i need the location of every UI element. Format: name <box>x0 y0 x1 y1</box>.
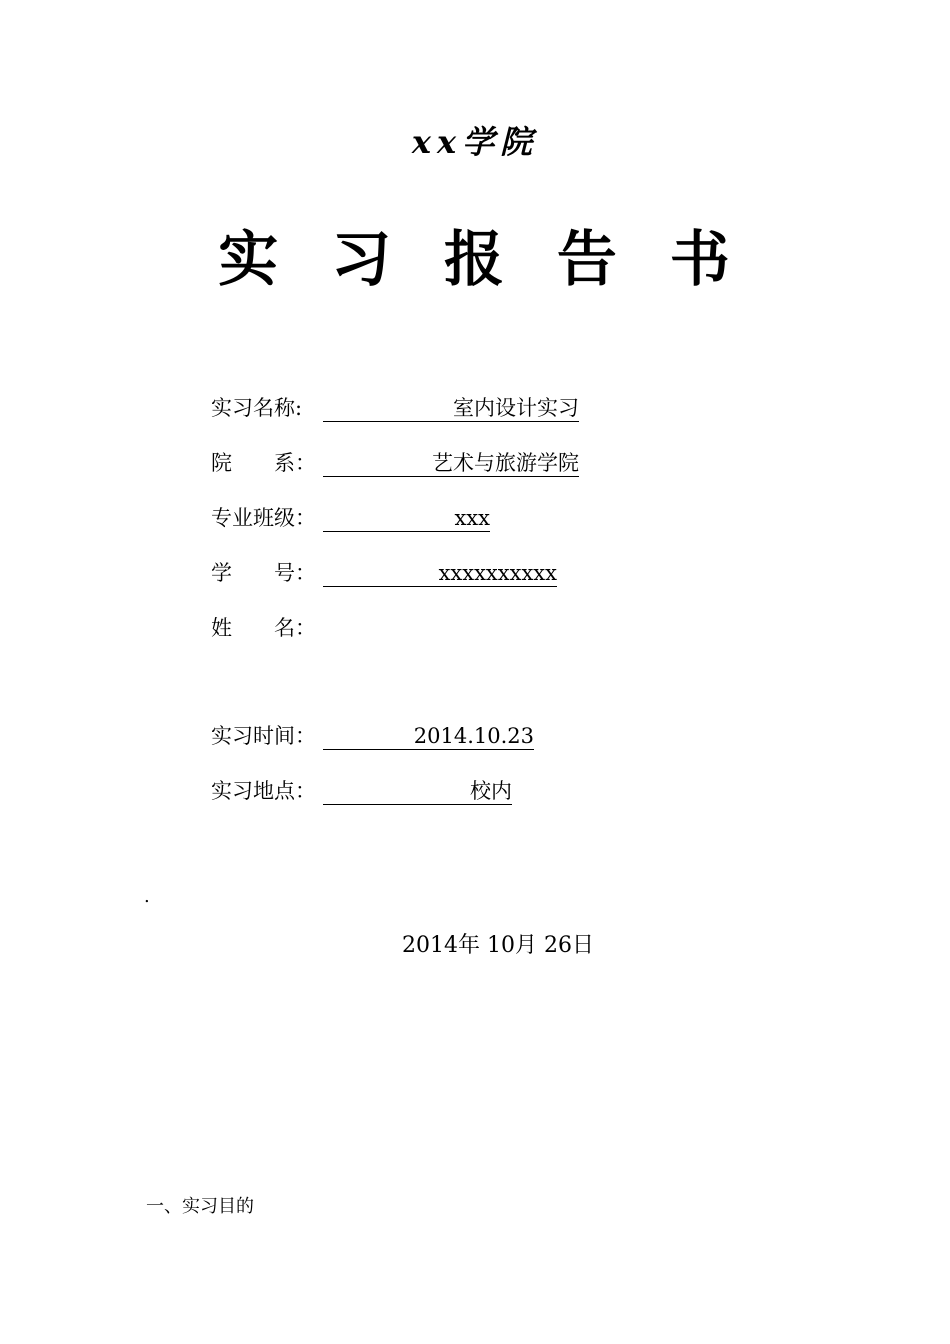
field-label: 姓 名： <box>211 616 316 640</box>
field-label: 实习名称: <box>211 396 303 420</box>
field-label: 实习地点： <box>211 779 316 803</box>
field-value: 2014.10.23 <box>323 720 534 750</box>
field-internship-name <box>211 392 579 424</box>
field-label: 学 号： <box>211 561 316 585</box>
field-time <box>211 720 534 752</box>
field-value: 校内 <box>323 775 512 805</box>
field-value: xxx <box>323 502 490 532</box>
college-name: xx学院 <box>411 123 539 161</box>
stray-dot: . <box>144 886 150 907</box>
section-heading: 一、实习目的 <box>146 1196 254 1217</box>
report-title-text: 实 习 报 告 书 <box>218 225 732 295</box>
field-label: 实习时间： <box>211 724 316 748</box>
field-name <box>211 612 323 644</box>
report-title <box>0 212 950 298</box>
report-date: 2014年 10月 26日 <box>402 933 594 958</box>
field-label: 院 系： <box>211 451 316 475</box>
field-student-id <box>211 557 557 589</box>
field-department <box>211 447 579 479</box>
field-location <box>211 775 512 807</box>
field-value: xxxxxxxxxx <box>323 557 557 587</box>
field-value: 室内设计实习 <box>323 392 579 422</box>
field-label: 专业班级： <box>211 506 316 530</box>
field-value: 艺术与旅游学院 <box>323 447 579 477</box>
field-major-class <box>211 502 490 534</box>
